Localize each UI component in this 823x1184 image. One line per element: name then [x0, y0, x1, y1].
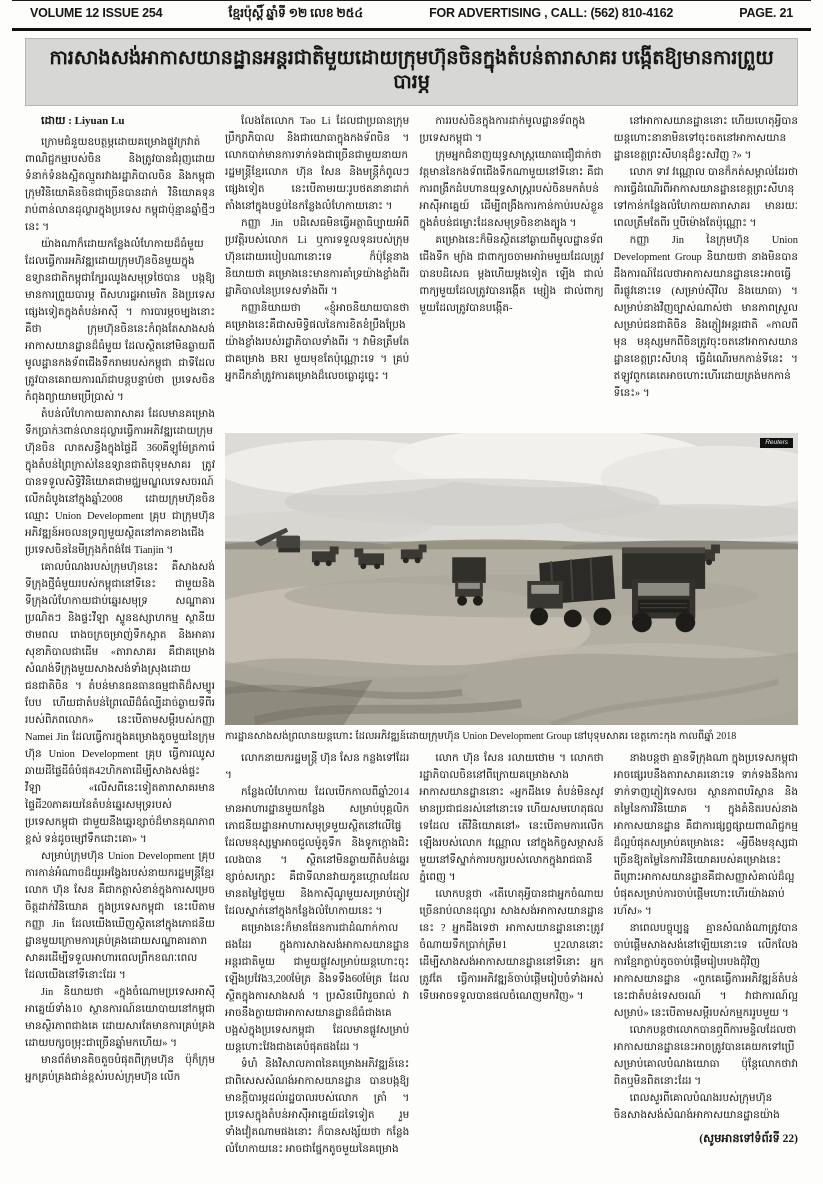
paragraph: លោកបន្តថាលោកបានឮពីការមន្ទិលដែលថាអាកាសយានដ្ឋាននេះអាចត្រូវបានគេយកទៅប្រើសម្រាប់គោលបំណងយោធា ប៉ុន្តែលោកថាវាពិតឬមិនពិតនោះដែរ ។ [613, 1024, 798, 1087]
article-headline: ការសាងសង់អាកាសយានដ្ឋានអន្តរជាតិមួយដោយក្រុមហ៊ុនចិនក្នុងតំបន់តារាសាគរ បង្កើតឱ្យមានការព្រួយបារម្ភ [49, 48, 774, 94]
header-rule [12, 28, 811, 31]
paragraph: លោក ទាវ វណ្ណោល បានក៏កត់សម្គាល់ដែរថា ការធ្វើដំណើរពីអាកាសយានដ្ឋានខេត្តព្រះសីហនុ ទៅកាន់កន្លែងលំហែកាយតារាសាគរ មានរយៈពេលត្រឹមតែពីរ ឬបីម៉ោងតែប៉ុណ្ណោះ ។ [613, 166, 798, 229]
text-below-photo [225, 750, 798, 1184]
paragraph: លោកបន្តថា «តើហេតុអ្វីបានជាអ្នកចំណាយច្រើនរាប់លានដុល្លារ សាងសង់អាកាសយានដ្ឋាននេះ ? អ្នកដឹងទេថា អាកាសយានដ្ឋាននោះត្រូវចំណាយទឹកប្រាក់ត្រឹម1 ឬ2លាននោះ ដើម្បីសាងសង់អាកាសយានដ្ឋាននៅទីនោះ អ្នកត្រូវតែ ធ្វើការអភិវឌ្ឍន៍ចាប់ផ្ដើមរៀបចំទាំងអស់ ទើបអាចទទួលបានផលចំណេញមកវិញ» ។ [419, 888, 604, 1002]
headline-band [25, 38, 798, 106]
paragraph: កញ្ញានិយាយថា «ខ្ញុំអាចនិយាយបានថា គម្រោងនេះគឺជាសមិទ្ធិផលនៃការខិតខំប្រឹងប្រែងយ៉ាងខ្លាំងរបស់រដ្ឋាភិបាលទាំងពីរ ។ វាមិនត្រឹមតែជាគម្រោង BRI មួយមុខតែប៉ុណ្ណោះទេ ។ គ្រប់អ្នកដឹកនាំត្រូវការគម្រោងដ៏លេចធ្លោដូច្នេះ ។ [225, 302, 410, 382]
paragraph: ក្រោមជំនួយឧបត្ថម្ភដោយគម្រោងផ្លូវក្រវាត់ ពាណិជ្ជកម្មរបស់ចិន និងត្រូវបានជំរុញដោយ ទំនាក់ទំនងស្អិតល្មួតរវាងរដ្ឋាភិបាលចិន និងកម្ពុជា ក្រុមវិនិយោគិនចិនជាច្រើនបានដាក់ វិនិយោគទុនរាប់ពាន់លានដុល្លារក្នុងប្រទេស កម្ពុជាប៉ុន្មានឆ្នាំថ្មីៗនេះ ។ [25, 136, 215, 233]
article-column-4-bottom [614, 750, 798, 1184]
article-photo-figure [225, 433, 798, 744]
article-column-3-top [419, 113, 603, 427]
paragraph: នាពេលបច្ចុប្បន្ន គ្មានសំណង់ណាត្រូវបានចាប់ផ្ដើមសាងសង់នៅឡើយនោះទេ លើកលែងការខ្មែរាក្លាប់តូចចាប់ផ្ដើមរៀបរបងជុំវិញអាកាសយានដ្ឋាន «ពួកគេធ្វើការអភិវឌ្ឍន៍តំបន់នេះជាតំបន់ទេសចរណ៍ ។ វាជាការណ៍ល្អសម្រាប់» នេះបើតាមសម្ដីរបស់កម្មកររូបមួយ ។ [613, 922, 798, 1019]
paragraph: ទំហំ និងវិសាលភាពនៃគម្រោងអភិវឌ្ឍន៍នេះជាពិសេសសំណង់អាកាសយានដ្ឋាន បានបង្កឱ្យមានក្តីបារម្ភដល់រដ្ឋបាលរបស់លោក ត្រាំ ។ ប្រទេសក្នុងតំបន់អាស៊ីអាគ្នេយ៍ដទៃទៀត រួមទាំងវៀតណាមផងនោះ ក៏បានសង្ស័យថា កន្លែងលំហែកាយនេះ អាចជាផ្នែកតូចមួយនៃគម្រោង [225, 1058, 410, 1155]
article-column-2-top [225, 113, 409, 427]
paragraph: ពេលសួរពីគោលបំណងរបស់ក្រុមហ៊ុនចិនសាងសង់សំណង់អាកាសយានដ្ឋានយ៉ាង [613, 1092, 780, 1121]
paragraph: ការរបស់ចិនក្នុងការដាក់មូលដ្ឋានទ័ពក្នុងប្រទេសកម្ពុជា ។ [419, 115, 586, 144]
page-header [0, 1, 823, 28]
byline: ដោយ : Liyuan Lu [41, 114, 125, 127]
paragraph: ក្រុមអ្នកជំនាញយុទ្ធសាស្ត្រយោធាជឿជាក់ថា វត្តមាននៃកងទ័ពជើងទឹកណាមួយនៅទីនោះ គឺជាការពង្រីកដំបហានយុទ្ធសាស្ត្ររបស់ចិនមកតំបន់អាស៊ីអាគ្នេយ៍ ដើម្បីពង្រឹងការកាន់កាប់របស់ខ្លួន ក្នុងតំបន់ជម្លោះដែនសមុទ្រចិនខាងត្បូង ។ [419, 149, 604, 229]
paragraph: នាងបន្តថា គ្មានទីក្រុងណា ក្នុងប្រទេសកម្ពុជាអាចផ្សេរបនឹងតារាសាគរនោះទេ ទាក់ទងនឹងការទាក់ទាញភ្ញៀវទេសចរ ស្ថានភាពបរិស្ថាន និងតម្លៃនៃការវិនិយោគ ។ ក្នុងគំនិតរបស់នាង អាកាសយានដ្ឋាន គឺជាការផ្សព្វផ្សាយពាណិជ្ជកម្មដ៏ល្អបំផុតសម្រាប់គម្រោងនេះ «អ្វីចឹងមនុស្សជាច្រើនឱ្យតម្លៃនៃការវិនិយោគរបស់គម្រោងនេះ ពីព្រោះអាកាសយានដ្ឋានគឺជាសញ្ញាសំគាល់ដ៏ល្អបំផុតសម្រាប់ការចាប់ផ្ដើមហោះហើរយ៉ាងឆាប់រហ័ស» ។ [613, 752, 798, 917]
advertising-contact: FOR ADVERTISING , CALL: (562) 810-4162 [429, 6, 674, 20]
paragraph: លោក ហ៊ុន សែន រលាយថោម ។ លោកថា រដ្ឋាភិបាលចិននៅពីក្រោយគម្រោងសាងអាកាសយានដ្ឋាននោះ «អ្នកដឹងទេ តំបន់មិនសូវមានប្រជាជនរស់នៅនោះទេ ហើយសមហេតុផលទេដែល តើវិនិយោគនៅ» នេះបើតាមការលើកឡើងរបស់លោក វណ្ណោល នៅក្នុងកិច្ចសម្ភាសន៍មួយនៅទីស្នាក់ការបក្សរបស់លោកក្នុងរាជធានីភ្នំពេញ ។ [419, 752, 604, 883]
paragraph: លោកនាយករដ្ឋមន្ត្រី ហ៊ុន សែន កន្លងទៅដែរ ។ [225, 752, 410, 781]
column-4-bottom-text [614, 750, 798, 1124]
paragraph: យ៉ាងណាក៏ដោយកន្លែងលំហែកាយដ៏ធំមួយ ដែលធ្វើការអភិវឌ្ឍដោយក្រុមហ៊ុនចិនមួយក្នុង ឧទ្យានជាតិកម្ពុជាក្បែរឈូងសមុទ្រថៃបាន បង្កឱ្យមានការព្រួយបារម្ភ ពីសហរដ្ឋអាមេរិក និងប្រទេសផ្សេងទៀតក្នុងតំបន់អាស៊ី ។ ការបារម្ភចម្បងនោះគឺថា ក្រុមហ៊ុនចិននេះកំពុងតែសាងសង់អាកាសយានដ្ឋានដ៏ធំមួយ ដែលស្ថិតនៅមិនឆ្ងាយពីមូលដ្ឋានកងទ័ពជើងទឹករាមរបស់កម្ពុជា ជាទីដែលត្រូវបានគេរាយការណ៍ជាបន្តបន្ទាប់ថា ប្រទេសចិនកំពុងព្យាយាមប្រើប្រាស់ ។ [25, 238, 215, 403]
paragraph: កញ្ញា Jin បដិសេធមិនធ្វើអត្ថាធិប្បាយអំពីប្រវត្តិរបស់លោក Li ឬការទទួលទុនរបស់ក្រុមហ៊ុនដោយរបៀបណានោះទេ ក៏ប៉ុន្តែនាងនិយាយថា គម្រោងនេះមានការគាំទ្រយ៉ាងខ្លាំងពីរដ្ឋាភិបាលនៃប្រទេសទាំងពីរ ។ [225, 217, 410, 297]
paragraph: កន្លែងលំហែកាយ ដែលបើកកាលពីឆ្នាំ2014 មានអាហារដ្ឋានមួយកន្លែង សម្រាប់បុគ្គលិក ភោជនីយដ្ឋានអាហារសមុទ្រមួយស្ថិតនៅលើផ្ទៃ ដែលមនុស្សម្នាអាចជួលម៉ូតូទឹក និងទូកក្តោងជិះលេងបាន ។ ស្ថិតនៅមិនឆ្ងាយពីតំបន់ឆ្នេរខ្សាច់សក្សោះ គឺជាទីលានវាយកូនហ្គោលដែលមានតម្លៃថ្លៃមួយ និងកាស៊ីណូមួយសម្រាប់ភ្ញៀវដែលស្នាក់នៅក្នុងកន្លែងលំហែកាយនេះ ។ [225, 786, 410, 917]
page-number: PAGE. 21 [739, 6, 793, 20]
column-1-text [25, 134, 215, 1086]
construction-site-photo [225, 433, 798, 725]
paragraph: មានព័ត៌មានតិចតួចបំផុតពីក្រុមហ៊ុន ប៉ុក៏ក្រុមអ្នកគ្រប់គ្រងជាន់ខ្ពស់របស់ក្រុមហ៊ុន លើក [25, 1054, 215, 1083]
article-column-4-top [614, 113, 798, 427]
article-body [0, 106, 823, 1184]
article-column-3-bottom [419, 750, 603, 1184]
photo-credit: Reuters [760, 438, 793, 448]
article-column-1 [25, 113, 215, 1184]
text-above-photo [225, 113, 798, 427]
paragraph: នៅអាកាសយានដ្ឋាននោះ ហើយហេតុអ្វីបានយន្តហោះនានាមិនទៅចុះចតនៅអាកាសយានដ្ឋានខេត្តព្រះសីហនុដ៏ខ្វះសវិញ ?» ។ [613, 115, 798, 161]
volume-issue: VOLUME 12 ISSUE 254 [30, 6, 163, 20]
photo-illustration [225, 433, 798, 725]
paragraph: Jin និយាយថា «ក្នុងចំណោមប្រទេសអាស៊ីអាគ្នេយ៍ទាំង10 ស្ថានការណ៍នយោបាយនៅកម្ពុជាមានស្ថិរភាពជាងគេ ដោយសារតែមានការគ្រប់គ្រងដោយបក្សចម្រុះជាច្រើនឆ្នាំមកហើយ» ។ [25, 986, 215, 1049]
paragraph: សម្រាប់ក្រុមហ៊ុន Union Development គ្រុប ការកាន់អំណាចដ៏យូរអង្វែងរបស់នាយករដ្ឋមន្ត្រីខ្មែរលោក ហ៊ុន សែន គឺជាកត្តាសំខាន់ក្នុងការសម្រេចចិត្តដាក់វិនិយោគ ក្នុងប្រទេសកម្ពុជា នេះបើតាមកញ្ញា Jin ដែលយើងឃើញស្ថិតនៅក្នុងភោជនីយដ្ឋានមួយក្រោមការគ្រប់គ្រងដោយសណ្ឋាគារតារាសាគរដើម្បីទទួលអាហារពេលព្រឹកខណៈពេលដែលយើងនៅទីនោះដែរ ។ [25, 850, 215, 981]
masthead: ខ្មែរប៉ុស្តិ៍ ឆ្នាំទី ១២ លេខ ២៥៤ [228, 6, 363, 20]
right-region [225, 113, 798, 1184]
paragraph: កញ្ញា Jin នៃក្រុមហ៊ុន Union Development Group និយាយថា នាងមិនបានដឹងការណ៍ដែលថាអាកាសយានដ្ឋាននេះអាចធ្វើពីរផ្លូវនោះទេ (សម្រាប់ស៊ីវិល និងយោធា) ។ សម្រាប់នាងវិញច្បាស់ណាស់ថា មានភាពស្រួលសម្រាប់ជនជាតិចិន និងភ្ញៀវអន្តរជាតិ «កាលពីមុន មនុស្សមកពីចិនត្រូវចុះចតនៅអាកាសយានដ្ឋានខេត្តព្រះសីហនុ ធ្វើដំណើរមកកាន់ទីនេះ ។ ឥឡូវពួកគេតេអាចហោះហើរដោយត្រង់មកកាន់ទីនេះ» ។ [613, 234, 798, 399]
paragraph: គម្រោងនេះក៏មិនស្ថិតនៅឆ្ងាយពីមូលដ្ឋានទ័ពជើងទឹក ម្យ៉ាង ជាពាក្យចចាមអារ៉ាមមួយដែលត្រូវបានបដិសេធ ម្ដងហើយម្ដងទៀត ឡើង ជាល់ពាក្យមួយដែលត្រូវបានរង្កើត ម្សៀង ជាល់ពាក្យមួយដែលត្រូវបានបង្កើត- [419, 234, 604, 314]
paragraph: លែងតែលោក Tao Li ដែលជាប្រធានក្រុមប្រឹក្សាភិបាល និងជាយោធាក្នុងកងទ័ពចិន ។ លោកបាក់មានការទាក់ទងជាច្រើនជាមួយនាយករដ្ឋមន្ត្រីខ្មែរលោក ហ៊ុន សែន និងមន្ត្រីកំពូលៗផ្សេងទៀត នេះបើតាមរយៈរូបថតនានាដាក់តាំងនៅក្នុងបន្ទប់នៃកន្លែងលំហែកាយនោះ ។ [225, 115, 410, 212]
continued-on-page-note: (សូមអានទៅទំព័រទី 22) [699, 1132, 798, 1145]
paragraph: គម្រោងនេះក៏មានផែនការជាដំណាក់កាលផងដែរ ក្នុងការសាងសង់អាកាសយានដ្ឋានអន្តរជាតិមួយ ជាមួយផ្លូវសម្រាប់យន្តហោះចុះឡើងប្រវែង3,200ម៉ែត្រ និងទទឹង60ម៉ែត្រ ដែលស្ថិតក្នុងការសាងសង់ ។ ប្រសិនបើវារួចរាល់ វាអាចនឹងក្លាយជាអាកាសយានដ្ឋានដ៏ធំជាងគេបង្អស់ក្នុងប្រទេសកម្ពុជា ដែលមានផ្លូវសម្រាប់យន្តហោះវែងជាងគេបំផុតផងដែរ ។ [225, 922, 410, 1053]
paragraph: គោលបំណងរបស់ក្រុមហ៊ុននេះ គឺសាងសង់ទីក្រុងថ្មីធំមួយរបស់កម្ពុជានៅទីនេះ ជាមួយនិងទីក្រុងលំហែកាយជាប់ឆ្នេរសមុទ្រ សណ្ឋាគារប្រណិតៗ និងផ្ទះវីឡា ស្ទូនឧស្សាហកម្ម ស្ថានីយថាមពល រោងចក្រចម្រាញ់ទឹកស្អាត និងអាគារសុខាភិបាលជាដើម «តារាសាគរ គឺជាគម្រោងសំណង់ទីក្រុងមួយសាងសង់ទាំងស្រុងដោយជនជាតិចិន ។ តំបន់មានធនធានធម្មជាតិដ៏សម្បូរបែប ហើយជាតំបន់ព្រៃឈើដ៏ធំល្បីដាច់ឆ្ងាយទីពីររបស់ពិភពលោក» នេះបើតាមសម្ដីរបស់កញ្ញា Namei Jin ដែលធ្វើការក្នុងគម្រោងតូចមួយនៃក្រុមហ៊ុន Union Development គ្រុប ធ្វើការឈូសឆាយដីផ្ទៃដីធំបំផុត42ហិកតាដើម្បីសាងសង់ផ្ទះវីឡា «លើសពីនេះទៀតតារាសាគរមានផ្ទៃដី20ភាគរយនៃតំបន់ឆ្នេរសមុទ្ររបស់ប្រទេសកម្ពុជា ជាមួយនឹងឆ្នេរខ្សាច់ដ៏មានគុណភាពខ្ពស់ ទន់ដូចម្សៅទឹកដោះគោ» ។ [25, 561, 215, 845]
paragraph: តំបន់លំហែកាយតារាសាគរ ដែលមានគម្រោងទឹកប្រាក់3ពាន់លានដុល្លារធ្វើការអភិវឌ្ឍដោយក្រុមហ៊ុនចិន លាតសន្ធឹងក្នុងផ្ទៃដី 360គីឡូម៉ែត្រការ៉េ ក្នុងតំបន់ព្រៃក្រាស់នៃឧទ្យានជាតិបុទុមសាគរ ត្រូវបានទទួលសិទ្ធិវិនិយោគជាមជ្ឈមណ្ឌលទេសចរណ៍លើកដំបូងនៅក្នុងឆ្នាំ2008 ដោយក្រុមហ៊ុនចិនឈ្មោះ Union Development គ្រុប ជាក្រុមហ៊ុនអភិវឌ្ឍន៍អចលនទ្រព្យមួយស្ថិតនៅភាគខាងជើងប្រទេសចិននៃមីក្រុងកំពង់ផែ Tianjin ។ [25, 408, 215, 556]
article-column-2-bottom [225, 750, 409, 1184]
foreground-truck-left [527, 555, 615, 627]
photo-caption: ការដ្ឋានសាងសង់ព្រលានយន្តហោះ ដែលអភិវឌ្ឍន៍ដោយក្រុមហ៊ុន Union Development Group នៅបុទុមសាគរ ខេត្តកោះកុង កាលពីឆ្នាំ 2018 [225, 730, 737, 742]
